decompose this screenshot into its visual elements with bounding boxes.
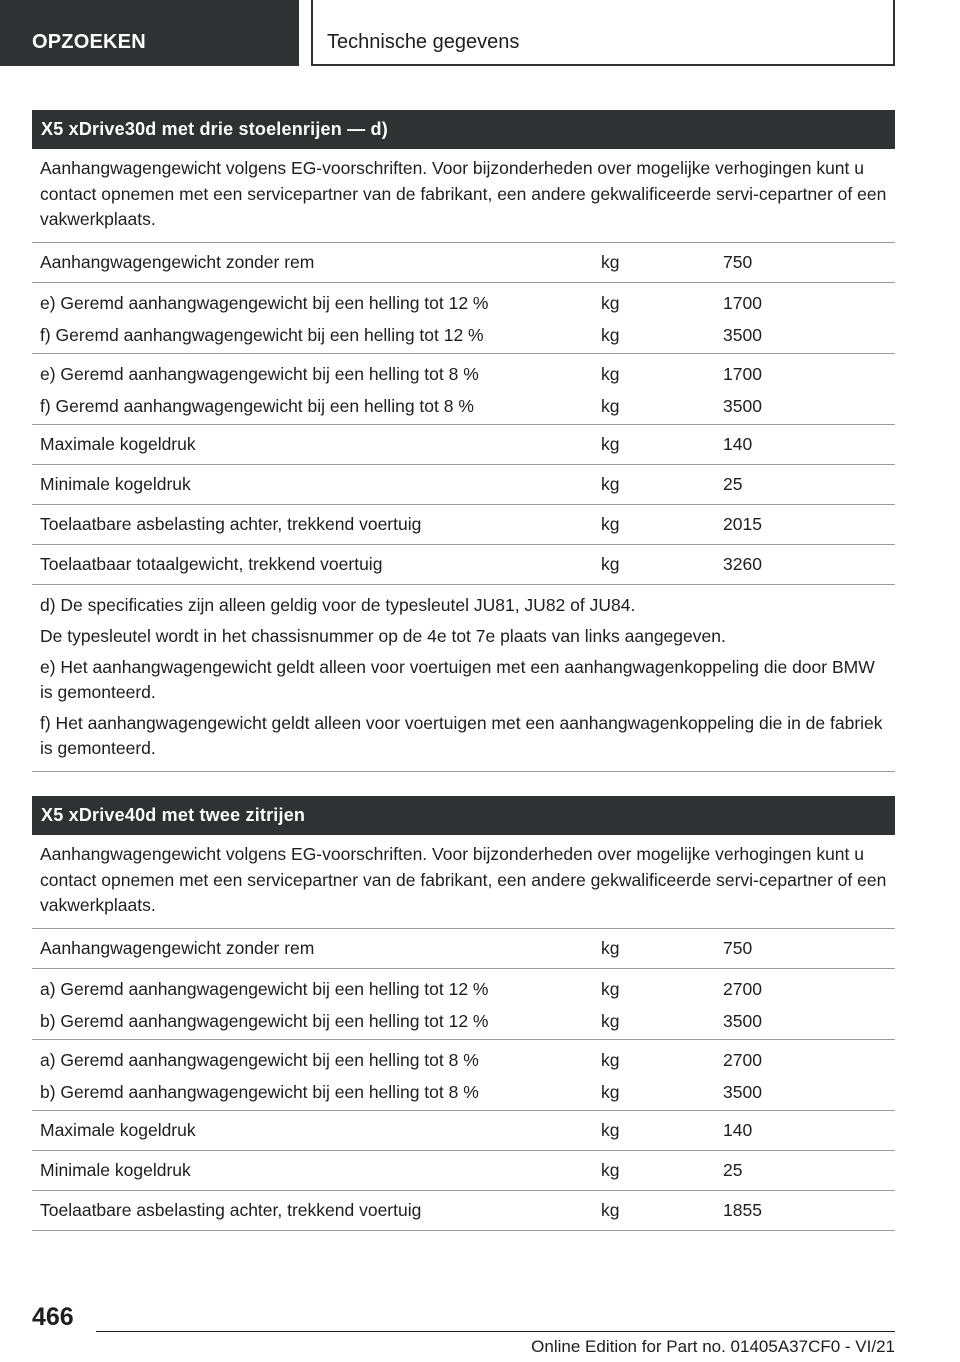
footnote: e) Het aanhangwagengewicht geldt alleen voor voertuigen met een aanhangwagenkoppeling die door BMW is gemonteerd.: [40, 656, 875, 702]
row-values: [723, 293, 895, 346]
row-unit: kg: [601, 473, 620, 494]
row-unit: kg: [601, 1010, 620, 1031]
row-unit: kg: [601, 433, 620, 454]
section-tab: [0, 0, 299, 66]
row-label: Aanhangwagengewicht zonder rem: [40, 937, 315, 958]
section-intro: Aanhangwagengewicht volgens EG-voorschriften. Voor bijzonderheden over mogelijke verhogingen kunt u contact opnemen met een servicepartner van de fabrikant, een andere gekwalificeerde servi-cepartner of een vakwerkplaats.: [32, 149, 895, 243]
row-label: Maximale kogeldruk: [40, 433, 196, 454]
footnote: De typesleutel wordt in het chassisnummer op de 4e tot 7e plaats van links aangegeven.: [40, 625, 726, 646]
spec-section-xdrive40d: [32, 796, 895, 1231]
row-label: Toelaatbare asbelasting achter, trekkend voertuig: [40, 513, 422, 534]
row-unit: kg: [601, 1119, 620, 1140]
section-title: X5 xDrive30d met drie stoelenrijen — d): [32, 110, 895, 149]
row-label: b) Geremd aanhangwagengewicht bij een helling tot 8 %: [40, 1081, 479, 1102]
table-row: [32, 1111, 895, 1151]
row-value: 2015: [723, 513, 762, 534]
table-row: [32, 1040, 895, 1111]
row-value: 750: [723, 251, 753, 272]
row-values: [723, 364, 895, 417]
table-row: [32, 243, 895, 283]
row-unit: kg: [601, 513, 620, 534]
chapter-tab-label: Technische gegevens: [327, 31, 520, 53]
row-unit: kg: [601, 251, 620, 272]
table-row: [32, 283, 895, 354]
row-label: e) Geremd aanhangwagengewicht bij een helling tot 12 %: [40, 292, 489, 313]
row-value: 25: [723, 1159, 743, 1180]
row-value: 1855: [723, 1199, 762, 1220]
section-tab-label: OPZOEKEN: [32, 31, 146, 53]
row-unit: kg: [601, 292, 620, 313]
table-row: [32, 354, 895, 425]
footnote: f) Het aanhangwagengewicht geldt alleen voor voertuigen met een aanhangwagenkoppeling die in de fabriek is gemonteerd.: [40, 712, 883, 758]
row-label: Minimale kogeldruk: [40, 473, 191, 494]
footer-divider: [96, 1331, 895, 1332]
row-unit: kg: [601, 1081, 620, 1102]
row-value: 3500: [723, 395, 762, 416]
row-unit: kg: [601, 978, 620, 999]
row-value: 1700: [723, 363, 762, 384]
table-row: [32, 1151, 895, 1191]
row-unit: kg: [601, 1049, 620, 1070]
row-value: 140: [723, 1119, 753, 1140]
row-label: b) Geremd aanhangwagengewicht bij een helling tot 12 %: [40, 1010, 489, 1031]
row-values: [723, 979, 895, 1032]
table-row: [32, 425, 895, 465]
row-unit: kg: [601, 1159, 620, 1180]
row-labels: [32, 979, 601, 1032]
row-value: 2700: [723, 978, 762, 999]
row-label: Maximale kogeldruk: [40, 1119, 196, 1140]
row-value: 3500: [723, 1081, 762, 1102]
row-value: 750: [723, 937, 753, 958]
row-label: f) Geremd aanhangwagengewicht bij een helling tot 12 %: [40, 324, 484, 345]
row-units: [601, 293, 723, 346]
row-value: 2700: [723, 1049, 762, 1070]
table-row: [32, 929, 895, 969]
row-units: [601, 364, 723, 417]
row-labels: [32, 293, 601, 346]
row-value: 3500: [723, 1010, 762, 1031]
row-value: 1700: [723, 292, 762, 313]
row-unit: kg: [601, 324, 620, 345]
edition-note: Online Edition for Part no. 01405A37CF0 - VI/21: [531, 1337, 895, 1356]
row-labels: [32, 1050, 601, 1103]
row-value: 3260: [723, 553, 762, 574]
row-unit: kg: [601, 553, 620, 574]
row-label: Aanhangwagengewicht zonder rem: [40, 251, 315, 272]
row-value: 3500: [723, 324, 762, 345]
page-header: [0, 0, 960, 66]
row-label: Toelaatbare asbelasting achter, trekkend voertuig: [40, 1199, 422, 1220]
row-label: Minimale kogeldruk: [40, 1159, 191, 1180]
table-row: [32, 545, 895, 585]
row-value: 140: [723, 433, 753, 454]
row-unit: kg: [601, 937, 620, 958]
row-unit: kg: [601, 1199, 620, 1220]
table-row: [32, 465, 895, 505]
row-units: [601, 979, 723, 1032]
row-label: a) Geremd aanhangwagengewicht bij een helling tot 12 %: [40, 978, 489, 999]
table-row: [32, 969, 895, 1040]
footnote: d) De specificaties zijn alleen geldig voor de typesleutel JU81, JU82 of JU84.: [40, 594, 636, 615]
row-values: [723, 1050, 895, 1103]
table-row: [32, 505, 895, 545]
row-value: 25: [723, 473, 743, 494]
row-unit: kg: [601, 363, 620, 384]
chapter-tab: [311, 0, 895, 66]
row-label: e) Geremd aanhangwagengewicht bij een helling tot 8 %: [40, 363, 479, 384]
section-title: X5 xDrive40d met twee zitrijen: [32, 796, 895, 835]
row-label: a) Geremd aanhangwagengewicht bij een helling tot 8 %: [40, 1049, 479, 1070]
spec-section-xdrive30d: [32, 110, 895, 772]
row-label: f) Geremd aanhangwagengewicht bij een helling tot 8 %: [40, 395, 474, 416]
section-intro: Aanhangwagengewicht volgens EG-voorschriften. Voor bijzonderheden over mogelijke verhogingen kunt u contact opnemen met een servicepartner van de fabrikant, een andere gekwalificeerde servi-cepartner of een vakwerkplaats.: [32, 835, 895, 929]
row-units: [601, 1050, 723, 1103]
page-number: 466: [32, 1303, 74, 1331]
row-label: Toelaatbaar totaalgewicht, trekkend voertuig: [40, 553, 383, 574]
footnotes: [32, 585, 895, 772]
row-unit: kg: [601, 395, 620, 416]
row-labels: [32, 364, 601, 417]
table-row: [32, 1191, 895, 1231]
